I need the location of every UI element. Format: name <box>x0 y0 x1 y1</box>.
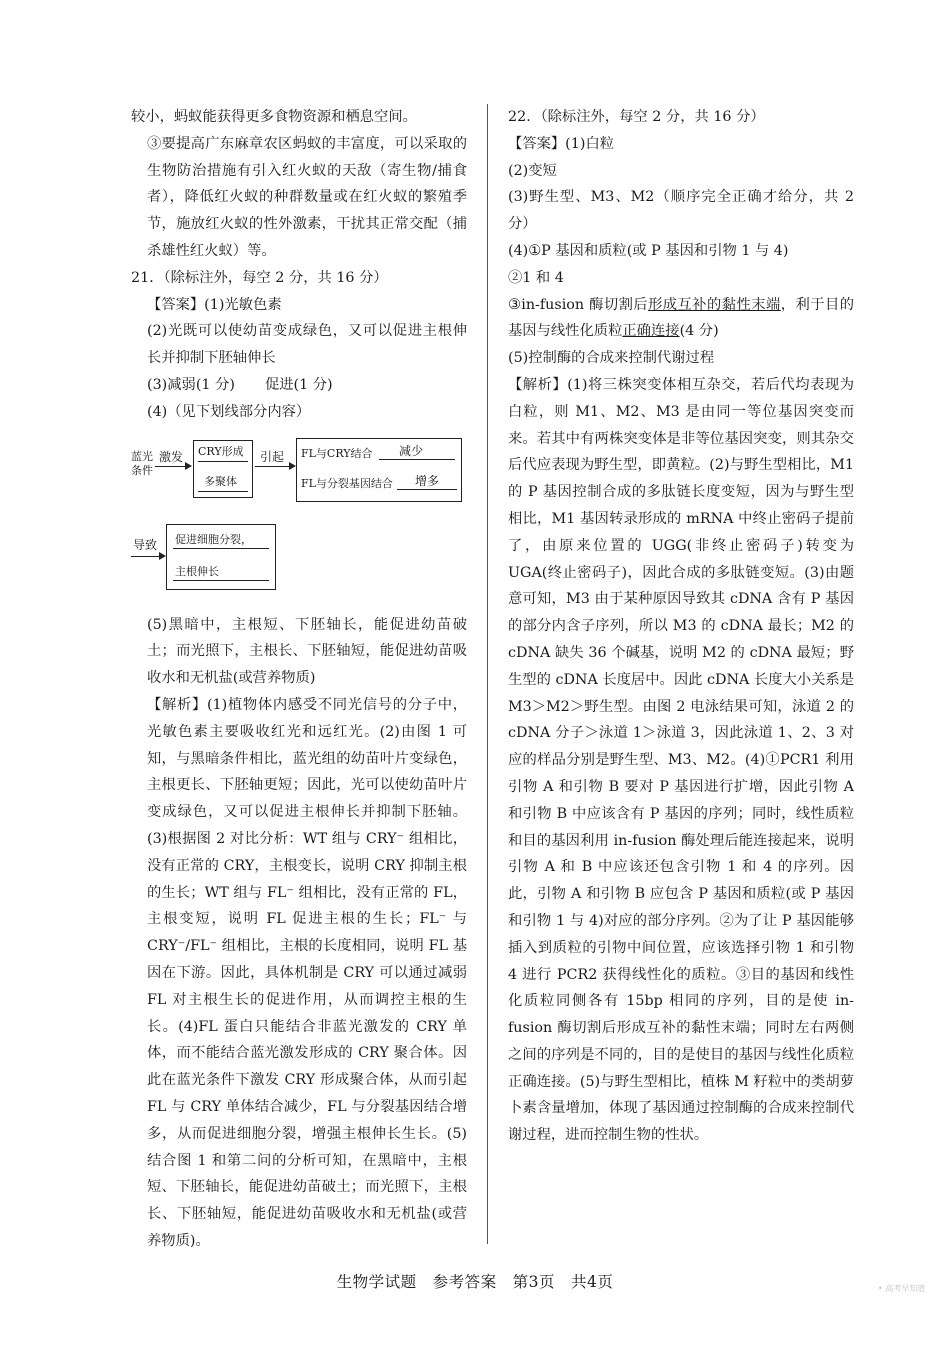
q22-answer-5: (5)控制酶的合成来控制代谢过程 <box>508 350 715 367</box>
page-footer: 生物学试题 参考答案 第3页 共4页 <box>336 1273 614 1291</box>
q22-answer-4b: ②1 和 4 <box>508 269 564 286</box>
diagram-arrow-3-head <box>159 552 166 560</box>
diagram-arrow-2-line <box>255 466 289 467</box>
diagram-division-underline <box>173 548 269 549</box>
outcome-box <box>166 524 276 590</box>
diagram-fill-decrease: 减少 <box>399 443 424 458</box>
diagram-condition: 条件 <box>131 463 153 477</box>
right-column <box>508 104 854 1149</box>
mechanism-diagram <box>131 426 467 612</box>
q21-answer-5: (5)黑暗中，主根短、下胚轴长，能促进幼苗破土；而光照下，主根长、下胚轴短，能促进幼苗吸收水和无机盐(或营养物质) <box>147 616 467 687</box>
diagram-polymer: 多聚体 <box>204 474 237 488</box>
fl-box <box>296 438 462 502</box>
q22-analysis: 【解析】(1)将三株突变体相互杂交，若后代均表现为白粒，则 M1、M2、M3 是由同一等位基因突变而来。若其中有两株突变体是非等位基因突变，则其杂交后代应表现为野生型，即黄粒。(2)与野生型相比，M1 的 P 基因控制合成的多肽链长度变短，因为与野生型相比，M1 基因转录形成的 mRNA 中终止密码子提前了，由原来位置的 UGG(非终止密码子)转变为 UGA(终止密码子)，因此合成的多肽链变短。(3)由题意可知，M3 由于某种原因导致其 cDNA 含有 P 基因的部分内含子序列，所以 M3 的 cDNA 最长；M2 的 cDNA 缺失 36 个碱基，说明 M2 的 cDNA 最短；野生型的 cDNA 长度居中。因此 cDNA 长度大小关系是 M3＞M2＞野生型。由图 2 电泳结果可知，泳道 2 的 cDNA 分子＞泳道 1＞泳道 3，因此泳道 1、2、3 对应的样品分别是野生型、M3、M2。(4)①PCR1 利用引物 A 和引物 B 要对 P 基因进行扩增，因此引物 A 和引物 B 中应该含有 P 基因的序列；同时，线性质粒和目的基因利用 in-fusion 酶处理后能连接起来，说明引物 A 和 B 中应该还包含引物 1 和 4 的序列。因此，引物 A 和引物 B 应包含 P 基因和质粒(或 P 基因和引物 1 与 4)对应的部分序列。②为了让 P 基因能够插入到质粒的引物中间位置，应该选择引物 1 和引物 4 进行 PCR2 获得线性化的质粒。③目的基因和线性化质粒同侧各有 15bp 相同的序列，目的是使 in-fusion 酶切割后形成互补的黏性末端；同时左右两侧之间的序列是不同的，目的是使目的基因与线性化质粒正确连接。(5)与野生型相比，植株 M 籽粒中的类胡萝卜素含量增加，体现了基因通过控制酶的合成来控制代谢过程，进而控制生物的性状。 <box>508 376 854 1144</box>
column-divider <box>487 104 488 1244</box>
diagram-fill-increase: 增多 <box>415 473 440 488</box>
q22-4c-underline-2: 正确连接 <box>622 323 680 340</box>
q22-4c-underline-1: 形成互补的黏性末端 <box>648 296 781 313</box>
q21-answer-3b: 促进(1 分) <box>264 376 333 393</box>
q21-answer-3 <box>131 372 467 399</box>
diagram-arrow-1-head <box>185 462 192 470</box>
q22-4c-post: (4 分) <box>679 323 719 340</box>
cry-box <box>193 440 253 498</box>
diagram-promote-division: 促进细胞分裂， <box>175 532 252 546</box>
watermark: • 高考早知道 <box>878 1284 926 1293</box>
diagram-cause: 引起 <box>260 449 285 464</box>
q22-answer-4a: (4)①P 基因和质粒(或 P 基因和引物 1 与 4) <box>508 242 789 259</box>
q22-4c-pre: ③in-fusion 酶切割后 <box>508 296 649 313</box>
diagram-lead: 导致 <box>133 537 158 552</box>
q22-header: 22．（除标注外，每空 2 分，共 16 分） <box>508 109 765 125</box>
diagram-fl-cry: FL与CRY结合 <box>301 446 373 460</box>
left-column <box>131 104 467 1255</box>
diagram-arrow-3-line <box>131 556 159 557</box>
q22-answer-1: 【答案】(1)白粒 <box>508 135 615 152</box>
diagram-fill-decrease-underline <box>379 459 455 460</box>
diagram-arrow-1-line <box>155 466 185 467</box>
q22-answer-3: (3)野生型、M3、M2（顺序完全正确才给分，共 2 分） <box>508 189 854 233</box>
diagram-cry-form: CRY形成 <box>198 444 244 458</box>
diagram-blue-light: 蓝光 <box>131 449 153 463</box>
q21-answer-4: (4)（见下划线部分内容） <box>147 403 311 420</box>
q20-part3: ③要提高广东麻章农区蚂蚁的丰富度，可以采取的生物防治措施有引入红火蚁的天敌（寄生物/捕食者），降低红火蚁的种群数量或在红火蚁的繁殖季节，施放红火蚁的性外激素，干扰其正常交配（捕杀雄性红火蚁）等。 <box>147 135 467 259</box>
q21-answer-2: (2)光既可以使幼苗变成绿色，又可以促进主根伸长并抑制下胚轴伸长 <box>147 323 467 367</box>
q21-answer-1: 【答案】(1)光敏色素 <box>147 296 282 313</box>
diagram-root-grow: 主根伸长 <box>175 564 219 578</box>
q21-header: 21．（除标注外，每空 2 分，共 16 分） <box>131 269 388 286</box>
diagram-arrow-2-head <box>289 462 296 470</box>
q21-analysis: 【解析】(1)植物体内感受不同光信号的分子中，光敏色素主要吸收红光和远红光。(2)由图 1 可知，与黑暗条件相比，蓝光组的幼苗叶片变绿色，主根更长、下胚轴更短；因此，光可以使幼苗叶片变成绿色，又可以促进主根伸长并抑制下胚轴。(3)根据图 2 对比分析：WT 组与 CRY⁻ 组相比，没有正常的 CRY，主根变长，说明 CRY 抑制主根的生长；WT 组与 FL⁻ 组相比，没有正常的 FL，主根变短，说明 FL 促进主根的生长；FL⁻ 与 CRY⁻/FL⁻ 组相比，主根的长度相同，说明 FL 基因在下游。因此，具体机制是 CRY 可以通过减弱 FL 对主根生长的促进作用，从而调控主根的生长。(4)FL 蛋白只能结合非蓝光激发的 CRY 单体，而不能结合蓝光激发形成的 CRY 聚合体。因此在蓝光条件下激发 CRY 形成聚合体，从而引起 FL 与 CRY 单体结合减少，FL 与分裂基因结合增多，从而促进细胞分裂，增强主根伸长生长。(5)结合图 1 和第二问的分析可知，在黑暗中，主根短、下胚轴长，能促进幼苗破土；而光照下，主根长、下胚轴短，能促进幼苗吸收水和无机盐(或营养物质)。 <box>147 696 467 1249</box>
q22-4c-mid: ，利于目的基因与线性化质粒 <box>508 296 855 340</box>
diagram-polymer-underline <box>198 491 248 492</box>
diagram-excite: 激发 <box>159 449 184 464</box>
q22-answer-2: (2)变短 <box>508 162 557 179</box>
diagram-cry-underline <box>198 461 248 462</box>
q21-answer-3a: (3)减弱(1 分) <box>147 376 235 393</box>
diagram-root-underline <box>173 580 269 581</box>
diagram-fl-gene: FL与分裂基因结合 <box>301 476 393 490</box>
q20-continuation: 较小，蚂蚁能获得更多食物资源和栖息空间。 <box>131 109 417 125</box>
q22-answer-4c <box>508 292 854 346</box>
diagram-fill-increase-underline <box>397 489 457 490</box>
